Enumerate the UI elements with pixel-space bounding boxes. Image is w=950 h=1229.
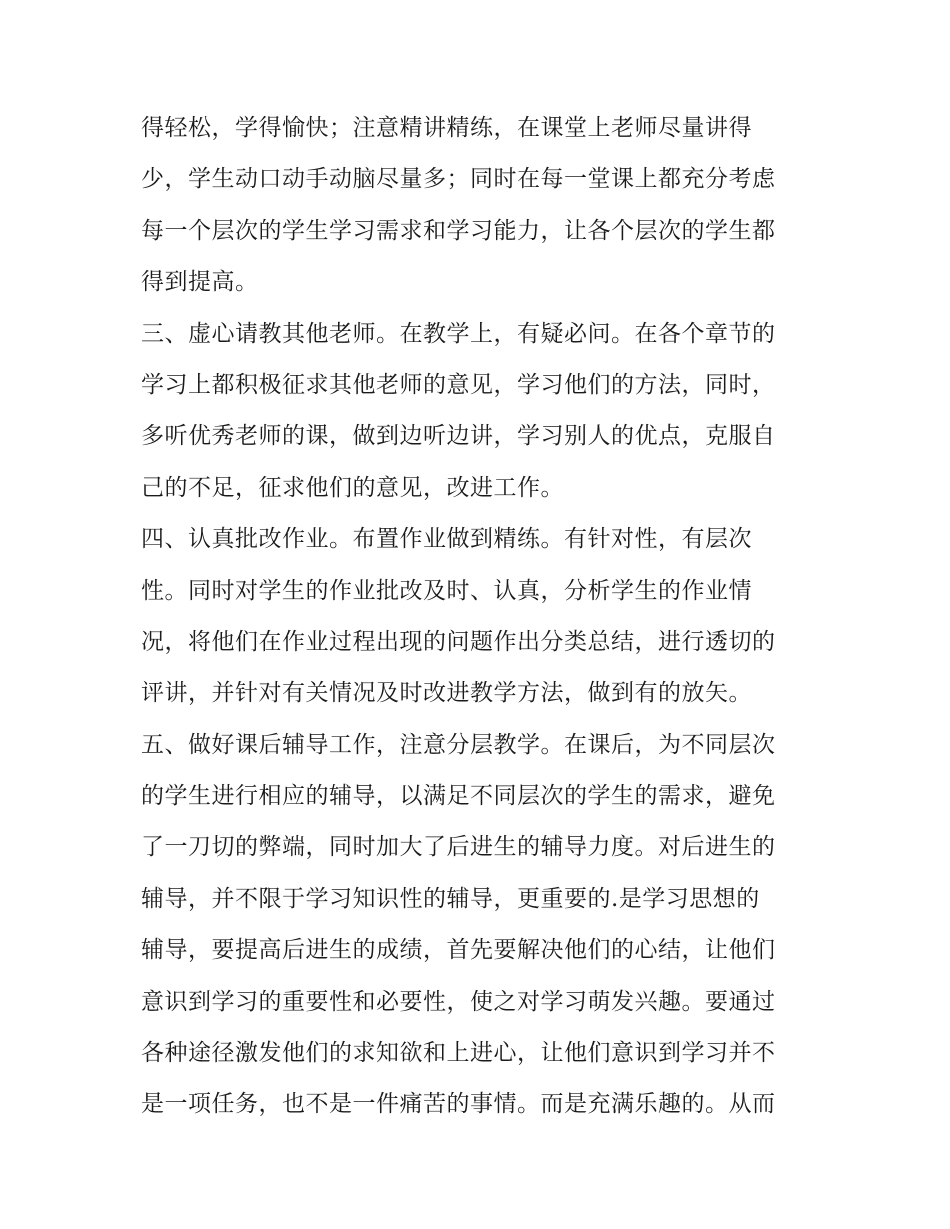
text-line: 得轻松，学得愉快；注意精讲精练，在课堂上老师尽量讲得 [141, 115, 752, 141]
text-line: 了一刀切的弊端，同时加大了后进生的辅导力度。对后进生的 [141, 834, 776, 861]
section-five-heading-line: 五、做好课后辅导工作，注意分层教学。在课后，为不同层次 [141, 731, 776, 758]
text-line: 得到提高。 [141, 269, 259, 296]
text-line: 辅导，并不限于学习知识性的辅导，更重要的.是学习思想的 [141, 885, 760, 912]
text-line: 每一个层次的学生学习需求和学习能力，让各个层次的学生都 [141, 217, 776, 244]
body-text [141, 103, 821, 1131]
text-line: 的学生进行相应的辅导，以满足不同层次的学生的需求，避免 [141, 783, 776, 810]
text-line: 性。同时对学生的作业批改及时、认真，分析学生的作业情 [141, 577, 752, 604]
text-line: 辅导，要提高后进生的成绩，首先要解决他们的心结，让他们 [141, 937, 776, 964]
text-line: 己的不足，征求他们的意见，改进工作。 [141, 474, 564, 501]
section-four-heading-line: 四、认真批改作业。布置作业做到精练。有针对性，有层次 [141, 526, 752, 553]
text-line: 况，将他们在作业过程出现的问题作出分类总结，进行透切的 [141, 628, 776, 655]
section-three-heading-line: 三、虚心请教其他老师。在教学上，有疑必问。在各个章节的 [141, 320, 776, 347]
text-line: 是一项任务，也不是一件痛苦的事情。而是充满乐趣的。从而 [141, 1091, 776, 1118]
text-line: 评讲，并针对有关情况及时改进教学方法，做到有的放矢。 [141, 680, 752, 707]
text-line: 少，学生动口动手动脑尽量多；同时在每一堂课上都充分考虑 [141, 166, 776, 193]
text-line: 意识到学习的重要性和必要性，使之对学习萌发兴趣。要通过 [141, 988, 776, 1015]
text-line: 学习上都积极征求其他老师的意见，学习他们的方法，同时， [141, 371, 776, 398]
text-line: 多听优秀老师的课，做到边听边讲，学习别人的优点，克服自 [141, 423, 776, 450]
text-line: 各种途径激发他们的求知欲和上进心，让他们意识到学习并不 [141, 1040, 776, 1067]
